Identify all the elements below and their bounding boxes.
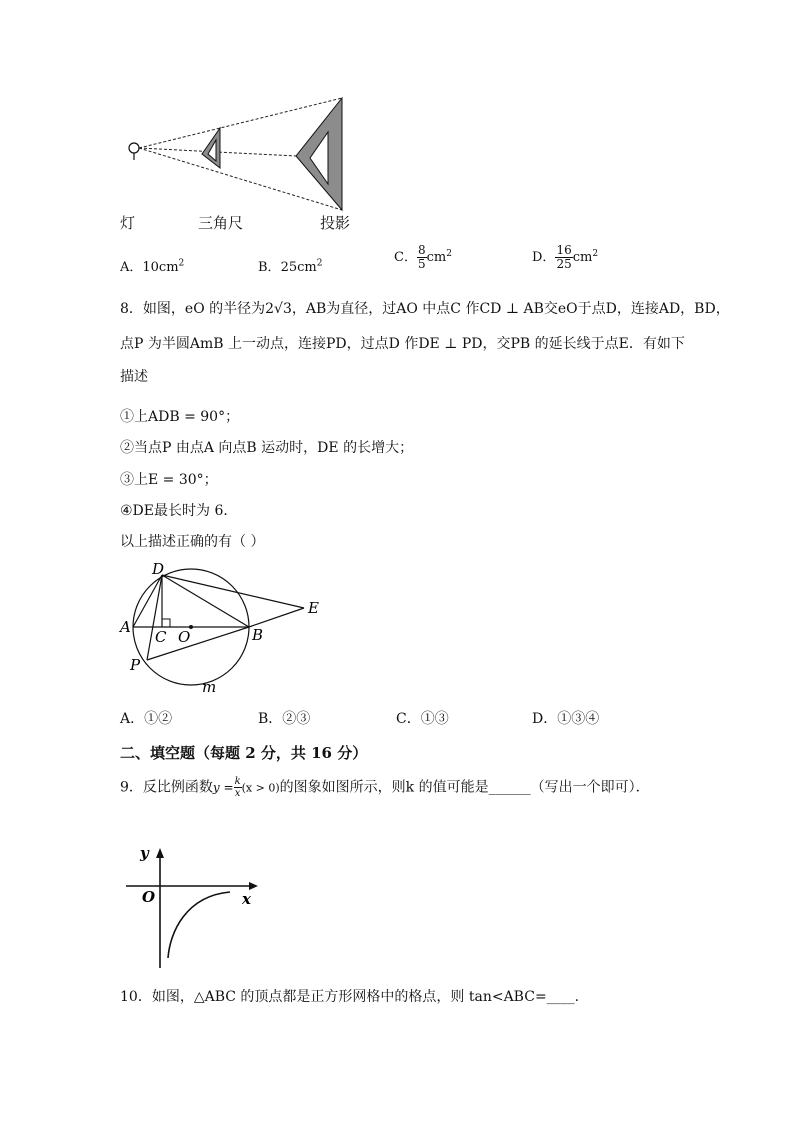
q9-text: 9．反比例函数y = $\frac{k}{x}$ (x > 0)的图象如图所示，则k 的值可能是______（写出一个即可）． bbox=[120, 776, 650, 799]
point-label-e: E bbox=[308, 599, 319, 617]
point-label-c: C bbox=[155, 628, 167, 646]
q8-item-2: ②当点P 由点A 向点B 运动时，DE 的长增大； bbox=[120, 440, 414, 456]
q8-prompt: 以上描述正确的有（ ） bbox=[120, 534, 265, 550]
q7-choice-b[interactable]: B．$25cm^2$ bbox=[258, 258, 323, 275]
arc-label-m: m bbox=[202, 678, 217, 696]
point-label-d: D bbox=[152, 560, 165, 578]
point-label-a: A bbox=[120, 618, 131, 636]
circle-geometry-figure bbox=[112, 558, 332, 698]
q10-text: 10．如图，△ABC 的顶点都是正方形网格中的格点，则 tan<ABC=____. bbox=[120, 989, 580, 1005]
origin-label: O bbox=[142, 888, 156, 906]
q8-line-2: 点P 为半圆AmB 上一动点，连接PD，过点D 作DE ⊥ PD，交PB 的延长线于点E．有如下 bbox=[120, 336, 685, 352]
point-label-o: O bbox=[178, 628, 191, 646]
q9-function-graph bbox=[120, 840, 270, 972]
label-triangle-ruler: 三角尺 bbox=[198, 214, 244, 232]
q7-choice-c[interactable]: C． $\frac{8}{5}$ $cm^2$ bbox=[394, 243, 452, 272]
hyperbola-curve bbox=[168, 892, 230, 958]
axis-label-x: x bbox=[242, 890, 251, 908]
q8-choice-a[interactable]: A．①② bbox=[120, 711, 173, 727]
label-shadow: 投影 bbox=[320, 214, 351, 232]
axis-label-y: y bbox=[140, 844, 149, 862]
label-lamp: 灯 bbox=[120, 214, 136, 232]
q8-item-3: ③上E = 30°； bbox=[120, 472, 218, 488]
q8-line-1: 8．如图，eO 的半径为2√3，AB为直径，过AO 中点C 作CD ⊥ AB交eO于点D，连接AD，BD， bbox=[120, 301, 730, 317]
q8-choice-d[interactable]: D．①③④ bbox=[532, 711, 600, 727]
q8-choice-c[interactable]: C．①③ bbox=[396, 711, 449, 727]
point-label-p: P bbox=[130, 656, 141, 674]
section-heading: 二、填空题（每题 2 分，共 16 分） bbox=[120, 744, 368, 762]
point-label-b: B bbox=[252, 626, 264, 644]
lamp-icon bbox=[129, 143, 139, 153]
q8-choice-b[interactable]: B．②③ bbox=[258, 711, 311, 727]
q7-choice-d[interactable]: D． $\frac{16}{25}$ $cm^2$ bbox=[532, 243, 599, 272]
q8-item-4: ④DE最长时为 6． bbox=[120, 503, 238, 519]
q7-choice-a[interactable]: A．$10cm^2$ bbox=[120, 258, 185, 275]
q8-item-1: ①上ADB = 90°； bbox=[120, 409, 240, 425]
q8-line-3: 描述 bbox=[120, 369, 148, 385]
